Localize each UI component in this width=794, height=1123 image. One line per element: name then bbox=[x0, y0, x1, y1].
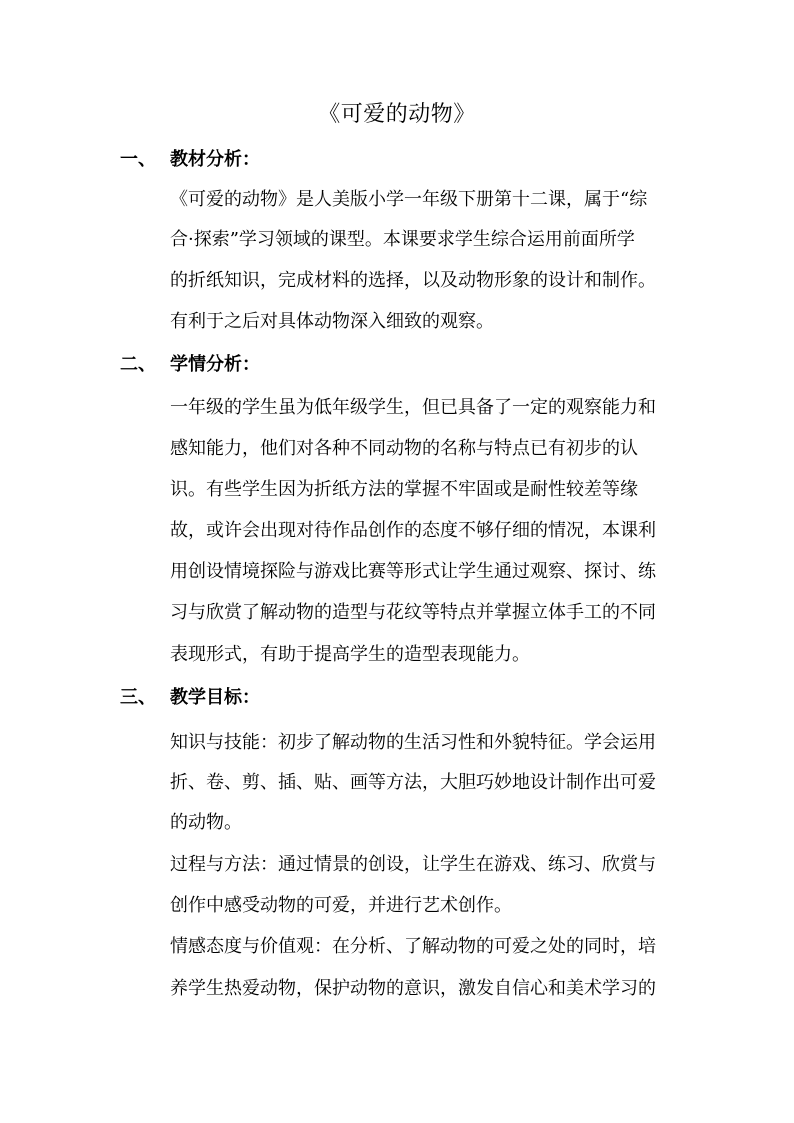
paragraph-line: 感知能力，他们对各种不同动物的名称与特点已有初步的认 bbox=[170, 438, 638, 459]
document-title: 《可爱的动物》 bbox=[318, 102, 476, 127]
section-number: 三、 bbox=[120, 687, 156, 708]
paragraph-line: 一年级的学生虽为低年级学生，但已具备了一定的观察能力和 bbox=[170, 397, 656, 418]
paragraph-line: 过程与方法：通过情景的创设，让学生在游戏、练习、欣赏与 bbox=[170, 854, 656, 875]
paragraph-line: 创作中感受动物的可爱，并进行艺术创作。 bbox=[170, 895, 512, 916]
paragraph-line: 《可爱的动物》是人美版小学一年级下册第十二课，属于“综 bbox=[170, 189, 648, 210]
paragraph-line: 的动物。 bbox=[170, 812, 242, 833]
paragraph-line: 有利于之后对具体动物深入细致的观察。 bbox=[170, 311, 494, 332]
paragraph-line: 合·探索”学习领域的课型。本课要求学生综合运用前面所学 bbox=[170, 229, 635, 250]
section-number: 二、 bbox=[120, 354, 156, 375]
paragraph-line: 养学生热爱动物，保护动物的意识，激发自信心和美术学习的 bbox=[170, 978, 656, 999]
paragraph-line: 识。有些学生因为折纸方法的掌握不牢固或是耐性较差等缘 bbox=[170, 479, 638, 500]
paragraph-line: 故，或许会出现对待作品创作的态度不够仔细的情况，本课利 bbox=[170, 520, 656, 541]
paragraph-line: 用创设情境探险与游戏比赛等形式让学生通过观察、探讨、练 bbox=[170, 561, 656, 582]
paragraph-line: 的折纸知识，完成材料的选择，以及动物形象的设计和制作。 bbox=[170, 270, 656, 291]
section-heading: 教材分析： bbox=[170, 149, 260, 170]
paragraph-line: 知识与技能：初步了解动物的生活习性和外貌特征。学会运用 bbox=[170, 732, 656, 753]
paragraph-line: 表现形式，有助于提高学生的造型表现能力。 bbox=[170, 644, 530, 665]
paragraph-line: 折、卷、剪、插、贴、画等方法，大胆巧妙地设计制作出可爱 bbox=[170, 772, 656, 793]
section-heading: 学情分析： bbox=[170, 354, 260, 375]
paragraph-line: 情感态度与价值观：在分析、了解动物的可爱之处的同时，培 bbox=[170, 936, 656, 957]
section-heading: 教学目标： bbox=[170, 687, 260, 708]
paragraph-line: 习与欣赏了解动物的造型与花纹等特点并掌握立体手工的不同 bbox=[170, 602, 656, 623]
section-number: 一、 bbox=[120, 149, 156, 170]
